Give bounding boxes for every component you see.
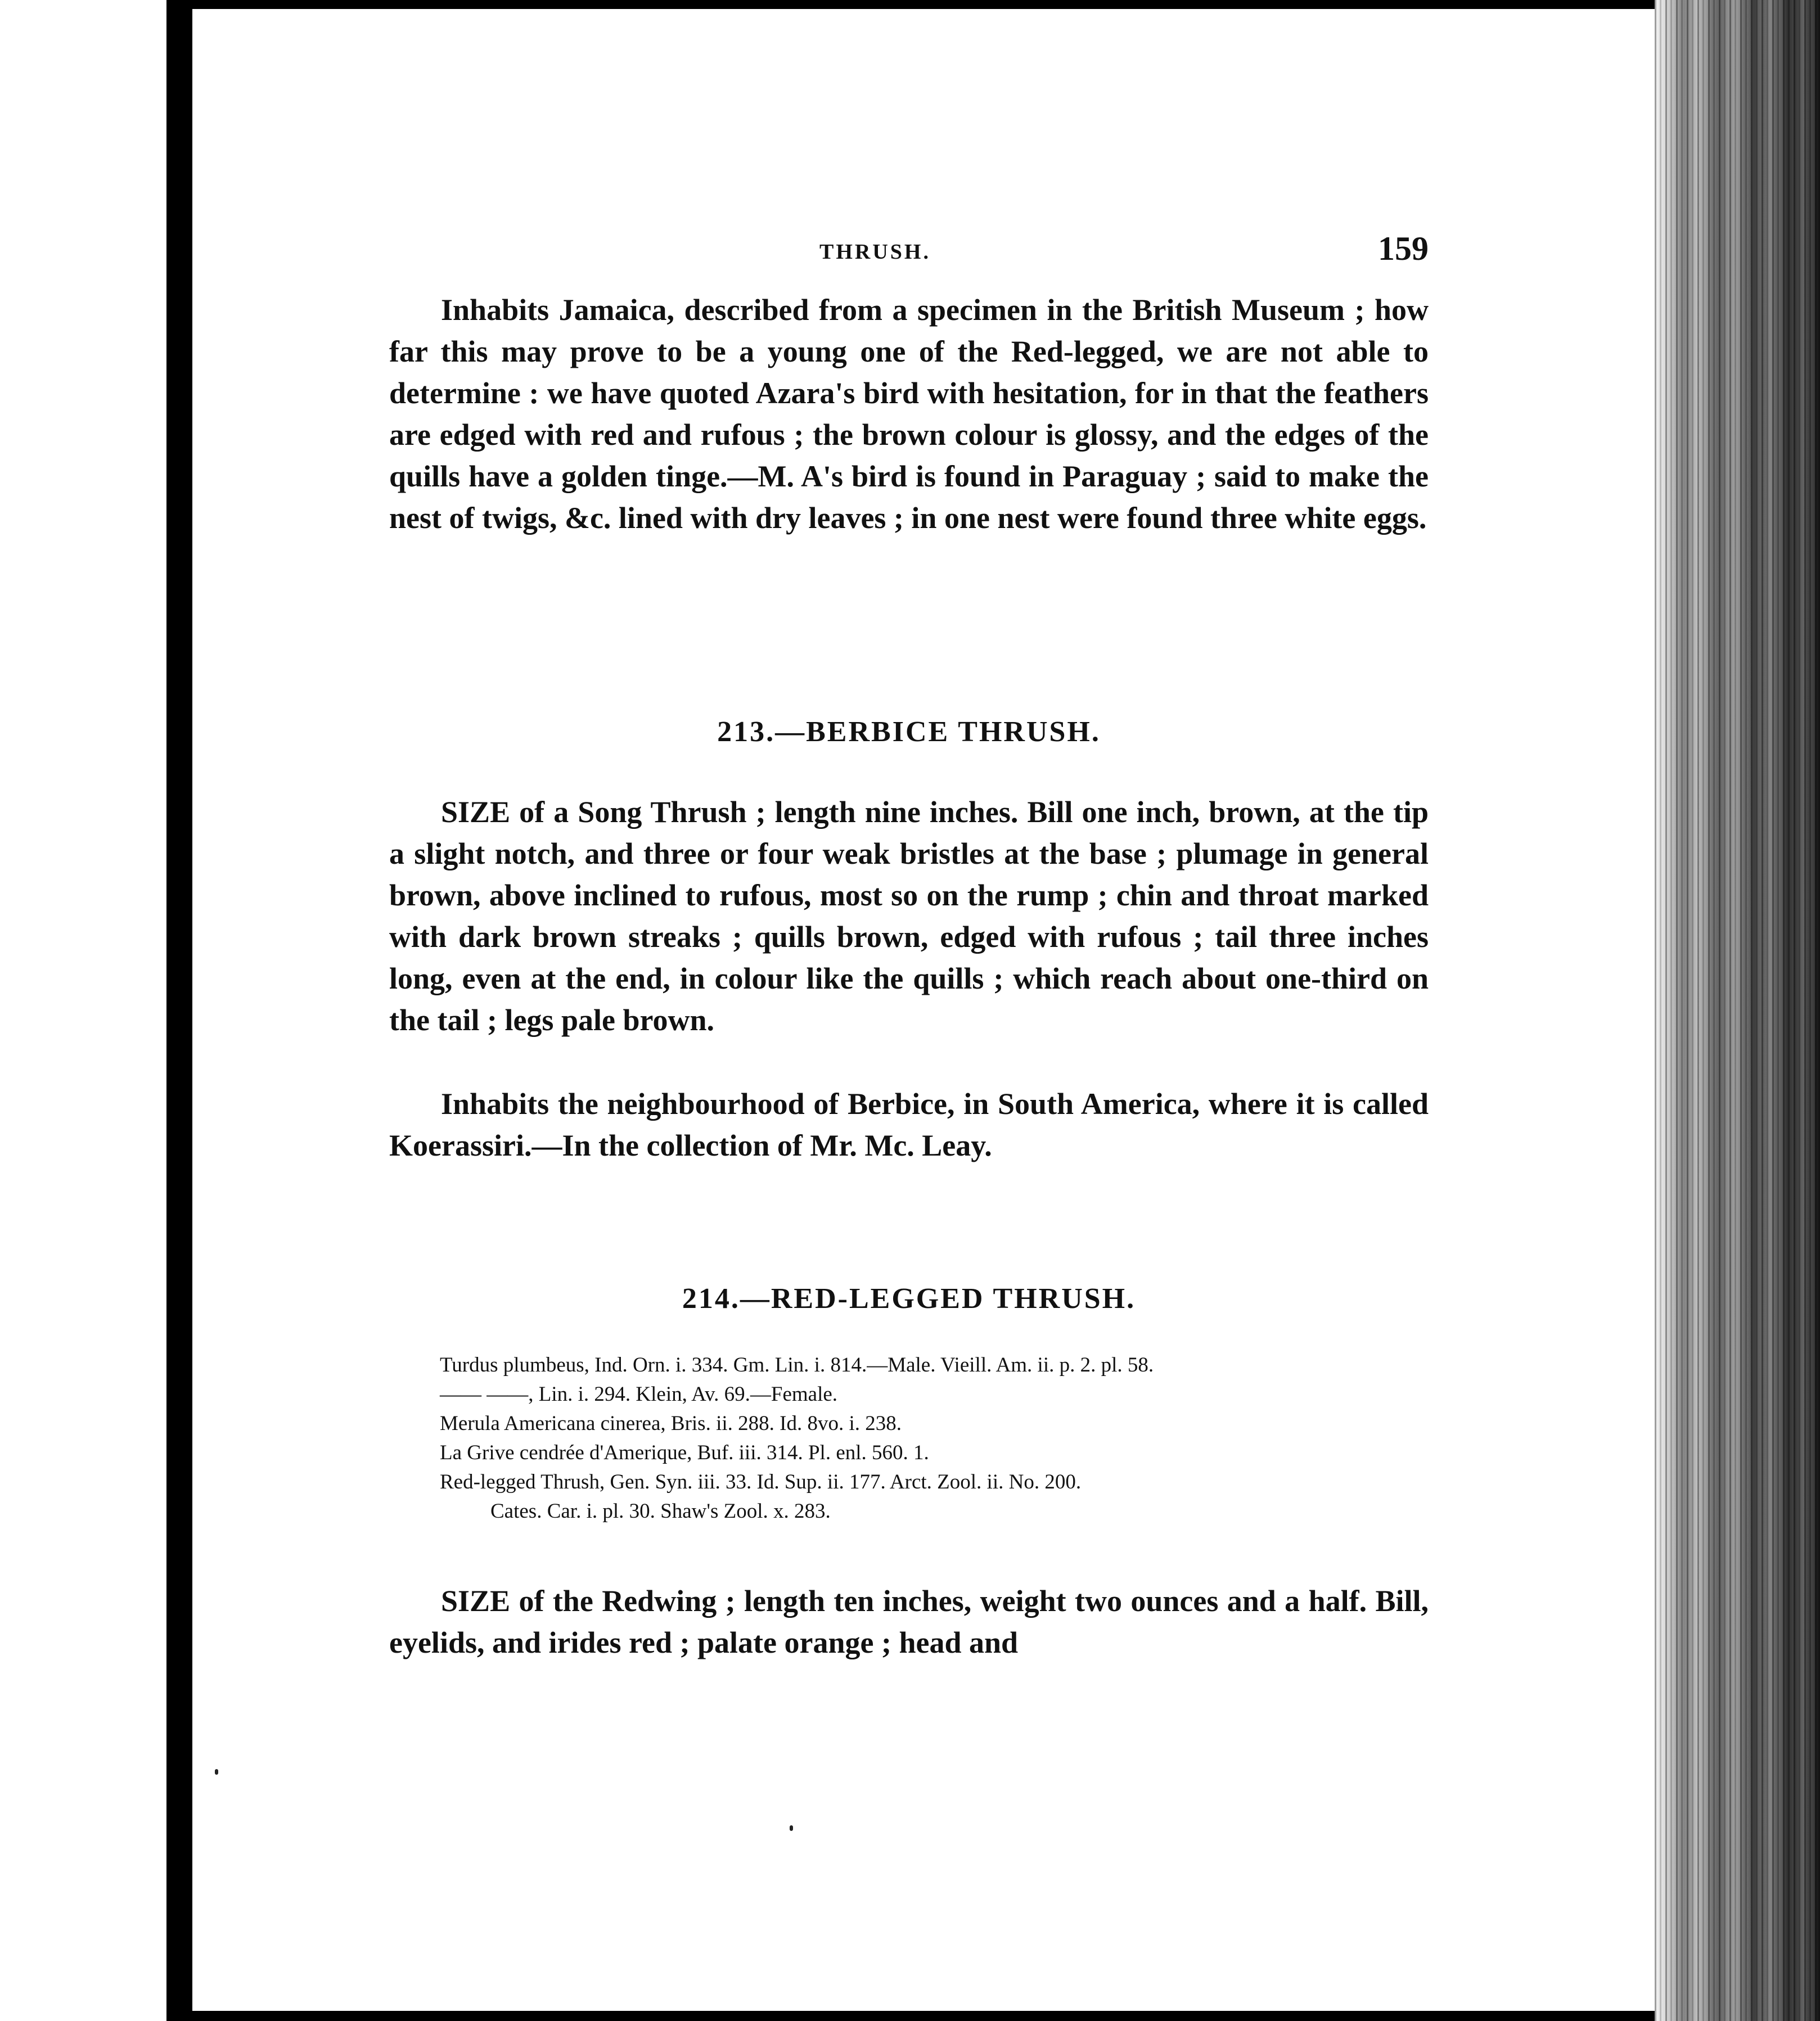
synonym-entry: Merula Americana cinerea, Bris. ii. 288. Id. 8vo. i. 238. (440, 1412, 902, 1435)
synonym-entry: Red-legged Thrush, Gen. Syn. iii. 33. Id. Sup. ii. 177. Arct. Zool. ii. No. 200. (440, 1470, 1082, 1494)
synonym-entry: La Grive cendrée d'Amerique, Buf. iii. 314. Pl. enl. 560. 1. (440, 1441, 929, 1464)
book-gutter (166, 0, 192, 2021)
section-213-paragraph-2: Inhabits the neighbourhood of Berbice, in South America, where it is called Koerassiri.—In the collection of Mr. Mc. Leay. (389, 1087, 1429, 1162)
page-edge-texture (1655, 0, 1820, 2021)
ink-speck (215, 1769, 218, 1775)
running-head-title: THRUSH. (819, 240, 931, 264)
synonym-entry: Cates. Car. i. pl. 30. Shaw's Zool. x. 283. (490, 1500, 831, 1523)
section-213-heading: 213.—BERBICE THRUSH. (717, 716, 1101, 748)
ink-speck (790, 1825, 793, 1831)
page-number: 159 (1378, 230, 1429, 267)
section-213-paragraph-1: SIZE of a Song Thrush ; length nine inches. Bill one inch, brown, at the tip a slight notch, and three or four weak bristles at the base ; plumage in general brown, above inclined to rufous, most so on the rump ; chin and throat marked with dark brown streaks ; quills brown, edged with rufous ; tail three inches long, even at the end, in colour like the quills ; which reach about one-third on the tail ; legs pale brown. (389, 795, 1429, 1037)
page-edges (1655, 0, 1820, 2021)
facing-page-edge (0, 0, 166, 2021)
intro-paragraph: Inhabits Jamaica, described from a specimen in the British Museum ; how far this may prove to be a young one of the Red-legged, we are not able to determine : we have quoted Azara's bird with hesitation, for in that the feathers are edged with red and rufous ; the brown colour is glossy, and the edges of the quills have a golden tinge.—M. A's bird is found in Paraguay ; said to make the nest of twigs, &c. lined with dry leaves ; in one nest were found three white eggs. (389, 293, 1429, 535)
running-head (389, 229, 1429, 274)
section-214-heading: 214.—RED-LEGGED THRUSH. (682, 1283, 1136, 1315)
synonym-list (440, 1351, 1407, 1526)
section-214-paragraph-1: SIZE of the Redwing ; length ten inches, weight two ounces and a half. Bill, eyelids, and irides red ; palate orange ; head and (389, 1584, 1429, 1659)
synonym-entry: —— ——, Lin. i. 294. Klein, Av. 69.—Female. (440, 1383, 838, 1406)
synonym-entry: Turdus plumbeus, Ind. Orn. i. 334. Gm. Lin. i. 814.—Male. Vieill. Am. ii. p. 2. pl. 58. (440, 1354, 1154, 1377)
book-page (192, 9, 1655, 2011)
